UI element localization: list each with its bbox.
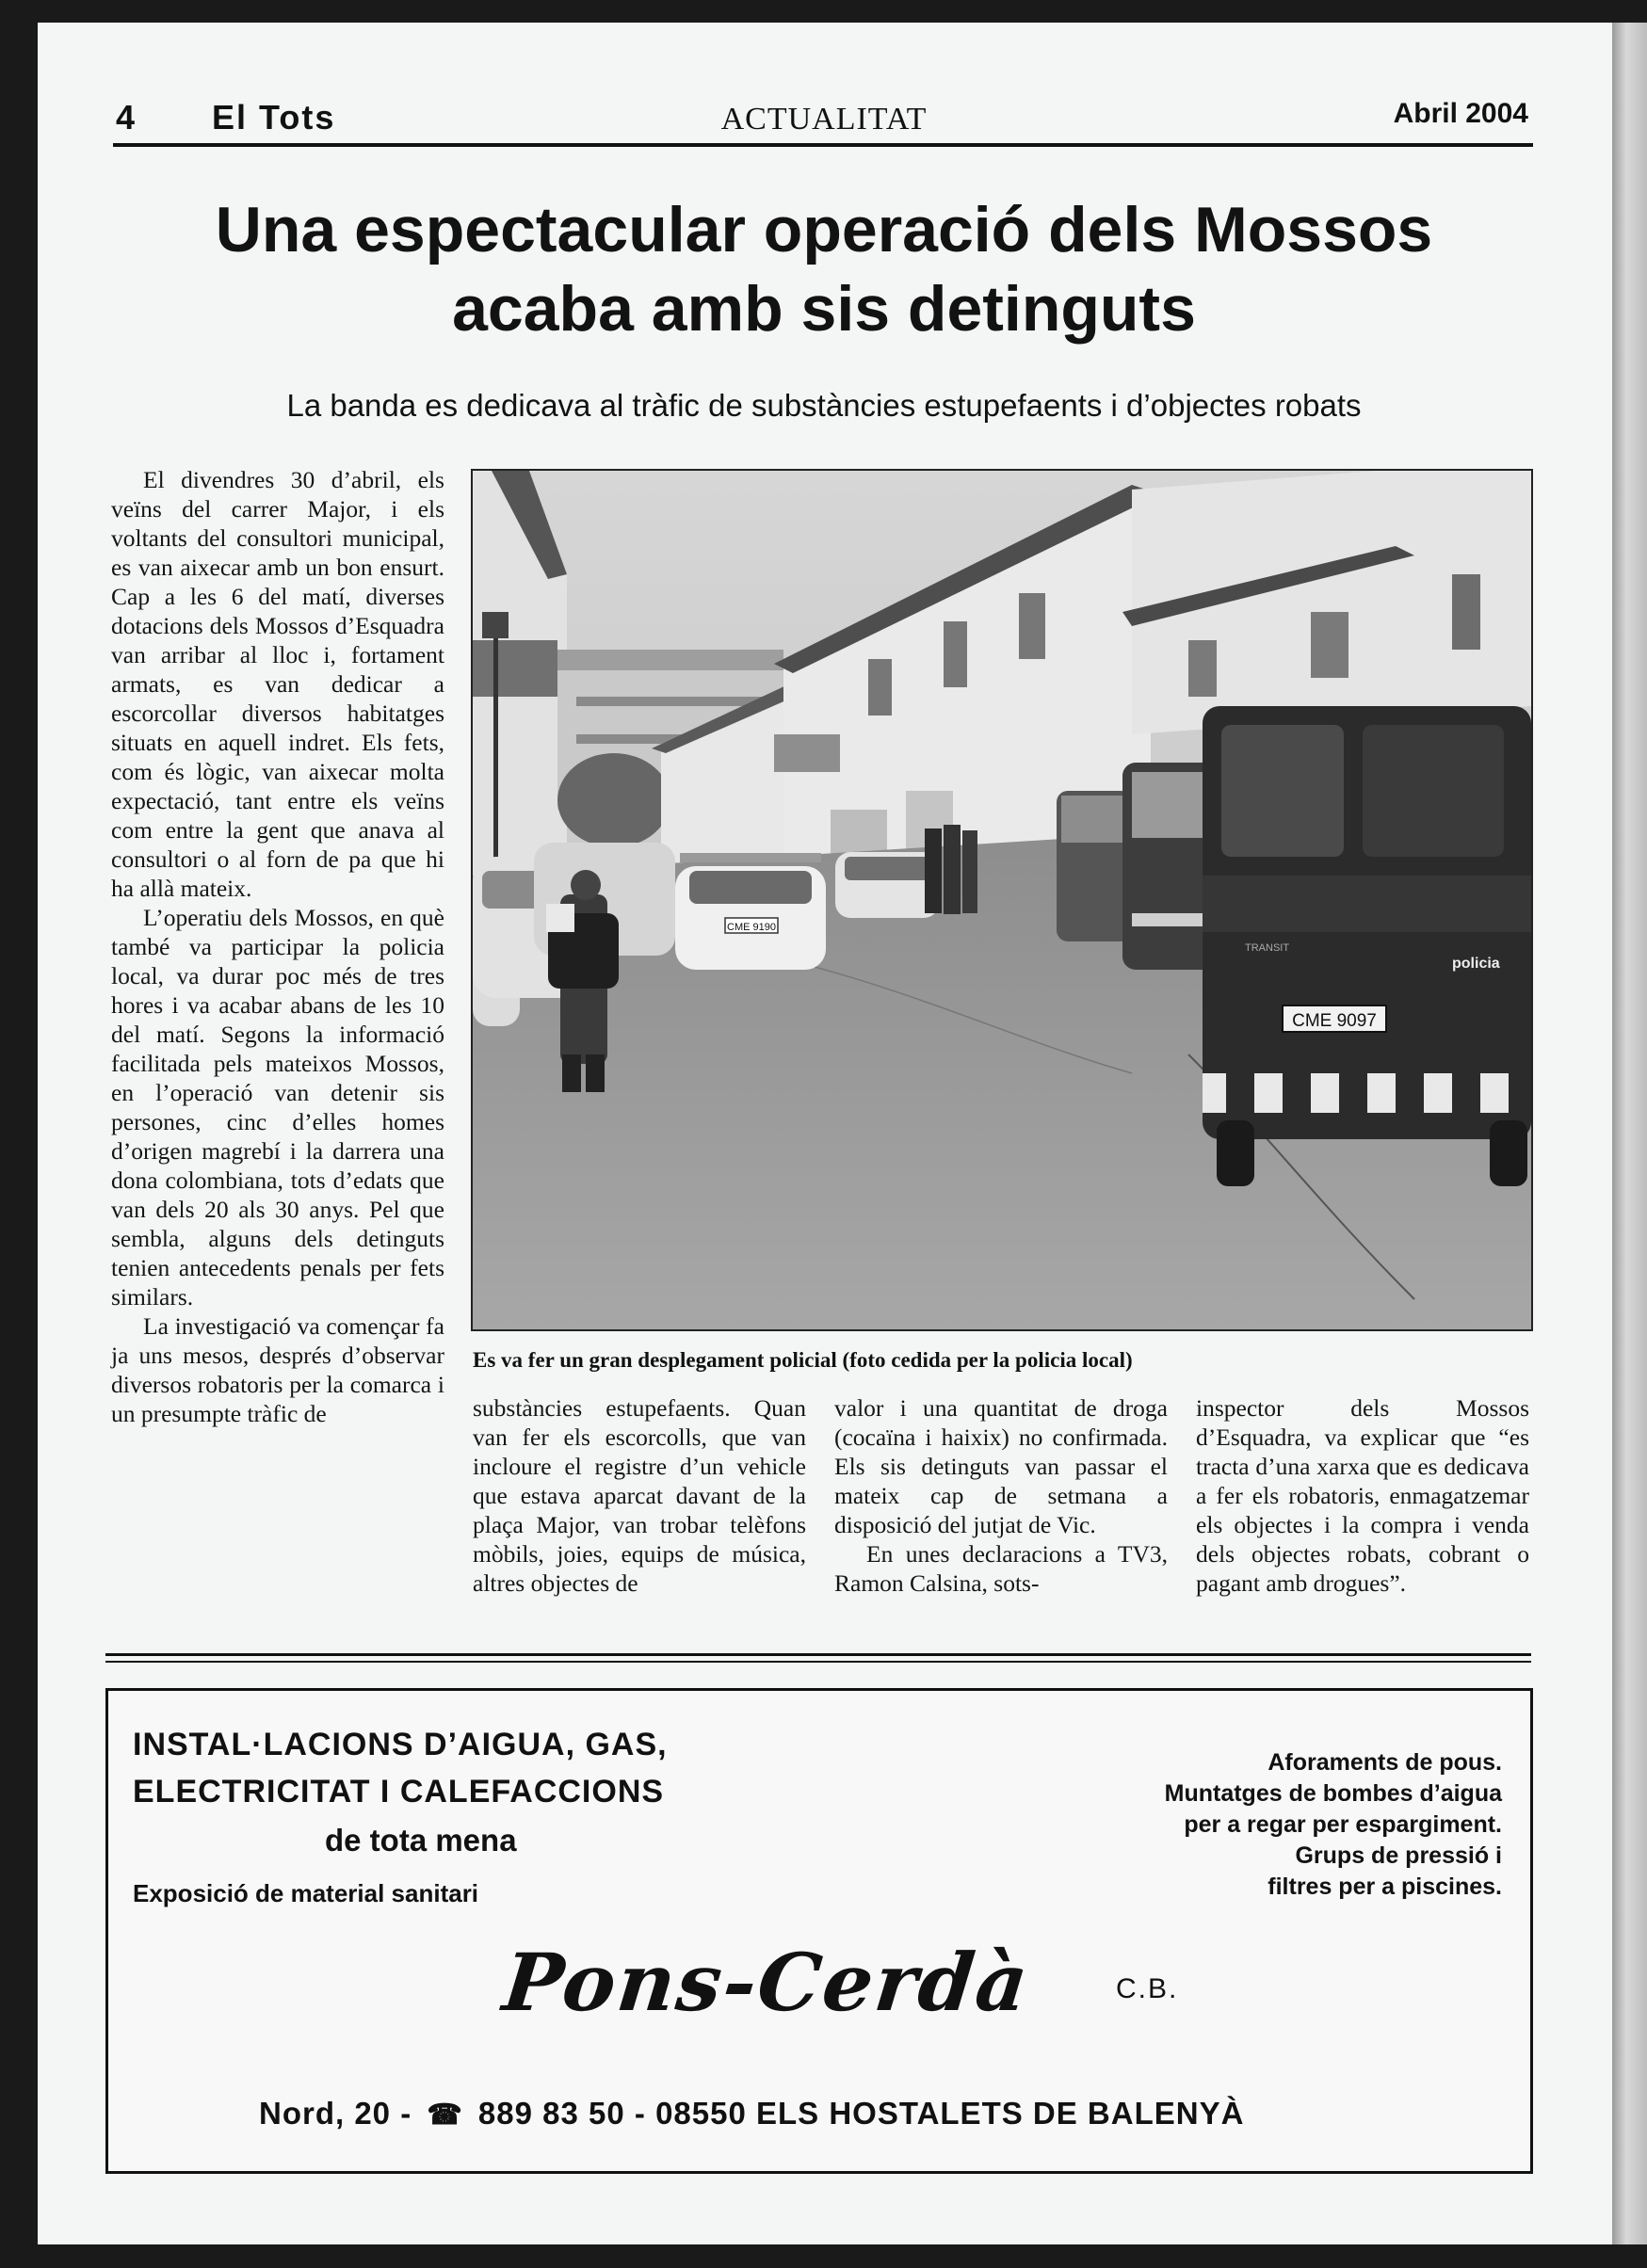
photo-caption: Es va fer un gran desplegament policial (foto cedida per la policia local) bbox=[473, 1348, 1133, 1372]
page-edge bbox=[1612, 23, 1647, 2244]
ad-town: - 08550 ELS HOSTALETS DE BALENYÀ bbox=[634, 2096, 1245, 2131]
ad-service-line: per a regar per espargiment. bbox=[1184, 1811, 1502, 1838]
issue-date: Abril 2004 bbox=[1393, 98, 1528, 129]
paragraph: inspector dels Mossos d’Esquadra, va explicar que “es tracta d’una xarxa que es dedicava a fer els robatoris, enmagatzemar els objectes i la compra i venda dels objectes robats, cobrant o pagant amb drogues”. bbox=[1196, 1394, 1529, 1597]
article-column-2 bbox=[473, 1393, 806, 1598]
paragraph: valor i una quantitat de droga (cocaïna i haixix) no confirmada. Els sis detinguts van passar el mateix cap de setmana a disposició del jutjat de Vic. bbox=[834, 1394, 1168, 1538]
section-divider bbox=[105, 1653, 1531, 1656]
ad-phone: 889 83 50 bbox=[477, 2096, 625, 2131]
ad-service-line: Muntatges de bombes d’aigua bbox=[1164, 1780, 1502, 1807]
ad-line-1: INSTAL·LACIONS D’AIGUA, GAS, bbox=[133, 1727, 668, 1762]
van-police-text: policia bbox=[1452, 956, 1500, 972]
ad-service-line: Aforaments de pous. bbox=[1268, 1749, 1502, 1776]
van-plate: CME 9097 bbox=[1292, 1011, 1377, 1031]
ad-service-line: filtres per a piscines. bbox=[1268, 1874, 1502, 1900]
ad-logo-suffix: C.B. bbox=[1116, 1973, 1179, 2004]
headline-line-2: acaba amb sis detinguts bbox=[452, 273, 1196, 345]
ad-line-2: ELECTRICITAT I CALEFACCIONS bbox=[133, 1774, 665, 1810]
header-rule bbox=[113, 143, 1533, 147]
article-subheadline: La banda es dedicava al tràfic de substàncies estupefaents i d’objectes robats bbox=[286, 388, 1362, 423]
section-name: ACTUALITAT bbox=[720, 102, 928, 137]
paragraph: En unes declaracions a TV3, Ramon Calsina, sots- bbox=[834, 1540, 1168, 1597]
ad-logo: Pons-Cerdà bbox=[498, 1936, 1035, 2029]
telephone-icon: ☎ bbox=[427, 2099, 463, 2131]
section-divider bbox=[105, 1661, 1531, 1663]
article-headline bbox=[104, 190, 1544, 348]
ad-address bbox=[259, 2096, 1244, 2131]
van-brand-text: TRANSIT bbox=[1245, 942, 1290, 954]
paragraph: L’operatiu dels Mossos, en què també va participar la policia local, va durar poc més de tres hores i va acabar abans de les 10 del matí. Segons la informació facilitada pels mateixos Mossos, en l’operació van detenir sis persones, cinc d’elles homes d’origen magrebí i la darrera una dona colombiana, tots d’edats que van dels 20 als 30 anys. Pel que sembla, alguns dels detinguts tenien antecedents penals per fets similars. bbox=[111, 904, 444, 1311]
ad-service-line: Grups de pressió i bbox=[1295, 1842, 1502, 1869]
headline-line-1: Una espectacular operació dels Mossos bbox=[215, 194, 1433, 265]
car-plate: CME 9190 bbox=[727, 922, 776, 933]
article-column-1 bbox=[111, 465, 444, 1428]
article-photo bbox=[471, 469, 1533, 1331]
ad-line-4: Exposició de material sanitari bbox=[133, 1879, 479, 1907]
advertisement bbox=[105, 1688, 1533, 2174]
paragraph: substàncies estupefaents. Quan van fer els escorcolls, que van incloure el registre d’un vehicle que estava aparcat davant de la plaça Major, van trobar telèfons mòbils, joies, equips de música, altres objectes de bbox=[473, 1394, 806, 1597]
police-street-scene bbox=[473, 471, 1531, 1329]
ad-line-3: de tota mena bbox=[325, 1823, 517, 1858]
article-column-4 bbox=[1196, 1393, 1529, 1598]
page-number: 4 bbox=[116, 98, 136, 137]
ad-street: Nord, 20 - bbox=[259, 2096, 412, 2131]
magazine-name: El Tots bbox=[212, 98, 336, 137]
paragraph: El divendres 30 d’abril, els veïns del carrer Major, i els voltants del consultori municipal, es van aixecar amb un bon ensurt. Cap a les 6 del matí, diverses dotacions dels Mossos d’Esquadra van arribar al lloc i, fortament armats, es van dedicar a escorcollar diversos habitatges situats en aquell indret. Els fets, com és lògic, van aixecar molta expectació, tant entre els veïns com entre la gent que anava al consultori o al forn de pa que hi ha allà mateix. bbox=[111, 466, 444, 902]
ad-services bbox=[1165, 1747, 1502, 1903]
article-column-3 bbox=[834, 1393, 1168, 1598]
paragraph: La investigació va començar fa ja uns mesos, després d’observar diversos robatoris per la comarca i un presumpte tràfic de bbox=[111, 1312, 444, 1427]
